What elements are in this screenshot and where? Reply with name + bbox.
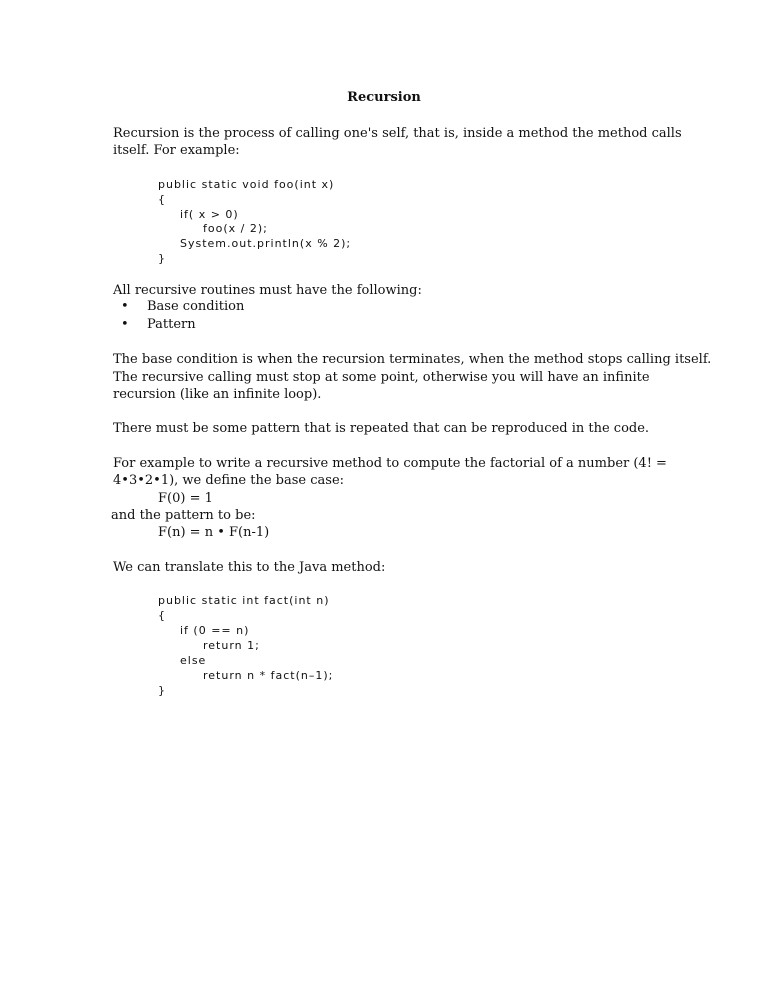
example-line-2: 4•3•2•1), we define the base case: — [113, 473, 345, 488]
intro-line-2: itself. For example: — [113, 143, 240, 158]
base-para-line-2: The recursive calling must stop at some point, otherwise you will have an infinite — [113, 370, 650, 385]
code-line: { — [158, 609, 166, 622]
requirements-heading: All recursive routines must have the following: — [113, 283, 422, 298]
bullet-marker: • — [121, 317, 129, 332]
example-line-1: For example to write a recursive method to compute the factorial of a number (4! = — [113, 456, 667, 471]
code-line: else — [180, 654, 207, 667]
code-line: System.out.println(x % 2); — [180, 237, 352, 250]
code-line: return n * fact(n–1); — [203, 669, 334, 682]
pattern-intro: and the pattern to be: — [111, 508, 256, 523]
code-line: foo(x / 2); — [203, 222, 268, 235]
code-line: if( x > 0) — [180, 208, 239, 221]
code-line: public static int fact(int n) — [158, 594, 330, 607]
list-item: Base condition — [147, 299, 245, 314]
code-line: public static void foo(int x) — [158, 178, 335, 191]
bullet-marker: • — [121, 299, 129, 314]
code-line: } — [158, 684, 166, 697]
code-line: } — [158, 252, 166, 265]
code-line: return 1; — [203, 639, 260, 652]
pattern-paragraph: There must be some pattern that is repeated that can be reproduced in the code. — [113, 421, 650, 436]
base-para-line-3: recursion (like an infinite loop). — [113, 387, 322, 402]
base-para-line-1: The base condition is when the recursion terminates, when the method stops calling itself. — [113, 352, 712, 367]
base-case-formula: F(0) = 1 — [158, 491, 213, 506]
code-line: { — [158, 193, 166, 206]
translate-line: We can translate this to the Java method: — [113, 560, 386, 575]
page-title: Recursion — [347, 90, 421, 105]
code-line: if (0 == n) — [180, 624, 250, 637]
pattern-formula: F(n) = n • F(n-1) — [158, 525, 270, 540]
list-item: Pattern — [147, 317, 196, 332]
intro-line-1: Recursion is the process of calling one's self, that is, inside a method the method calls — [113, 126, 682, 141]
